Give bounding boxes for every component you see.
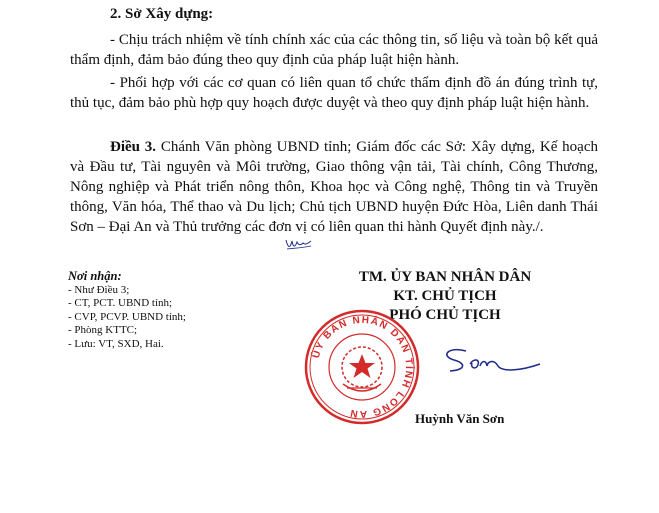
recipient-item: - CVP, PCVP. UBND tỉnh;: [68, 310, 186, 323]
seal-text: ỦY BAN NHÂN DÂN TỈNH LONG AN: [310, 314, 415, 420]
recipient-item: - Phòng KTTC;: [68, 324, 138, 336]
handwritten-signature: [410, 342, 580, 388]
recipients-list: [68, 270, 186, 351]
official-seal-icon: [303, 308, 421, 426]
signature-title-line-2: KT. CHỦ TỊCH: [393, 288, 497, 304]
initials-mark: [284, 232, 314, 254]
recipient-item: - Lưu: VT, SXD, Hai.: [68, 337, 164, 350]
signature-title-line-1: TM. ỦY BAN NHÂN DÂN: [358, 269, 532, 285]
article-label: Điều 3.: [110, 139, 157, 155]
article-text: Chánh Văn phòng UBND tỉnh; Giám đốc các Sở: Xây dựng, Kế hoạch và Đầu tư, Tài nguyên và Môi trường, Giao thông vận tải, Tài chính, Công Thương, Nông nghiệp và Phát triển nông thôn, Khoa học và Công nghệ, Thông tin và Truyền thông, Văn hóa, Thể thao và Du lịch; Chủ tịch UBND huyện Đức Hòa, Liên danh Thái Sơn – Đại An và Thủ trưởng các đơn vị có liên quan thi hành Quyết định này./.: [70, 139, 598, 235]
recipient-item: - Như Điều 3;: [68, 283, 130, 296]
recipients-title: Nơi nhận:: [68, 269, 122, 283]
section-item-2: - Phối hợp với các cơ quan có liên quan tổ chức thẩm định đồ án đúng trình tự, thủ tục, đảm bảo phù hợp quy hoạch được duyệt và theo quy định pháp luật hiện hành.: [70, 75, 598, 111]
section-heading: 2. Sở Xây dựng:: [110, 6, 214, 22]
section-item-1: - Chịu trách nhiệm về tính chính xác của các thông tin, số liệu và toàn bộ kết quả thẩm định, đảm bảo đúng theo quy định của pháp luật hiện hành.: [70, 32, 598, 68]
signature-title-line-3: PHÓ CHỦ TỊCH: [389, 307, 501, 323]
article-3-paragraph: [70, 137, 598, 237]
recipient-item: - CT, PCT. UBND tỉnh;: [68, 297, 173, 309]
signer-name: Huỳnh Văn Sơn: [415, 411, 505, 426]
